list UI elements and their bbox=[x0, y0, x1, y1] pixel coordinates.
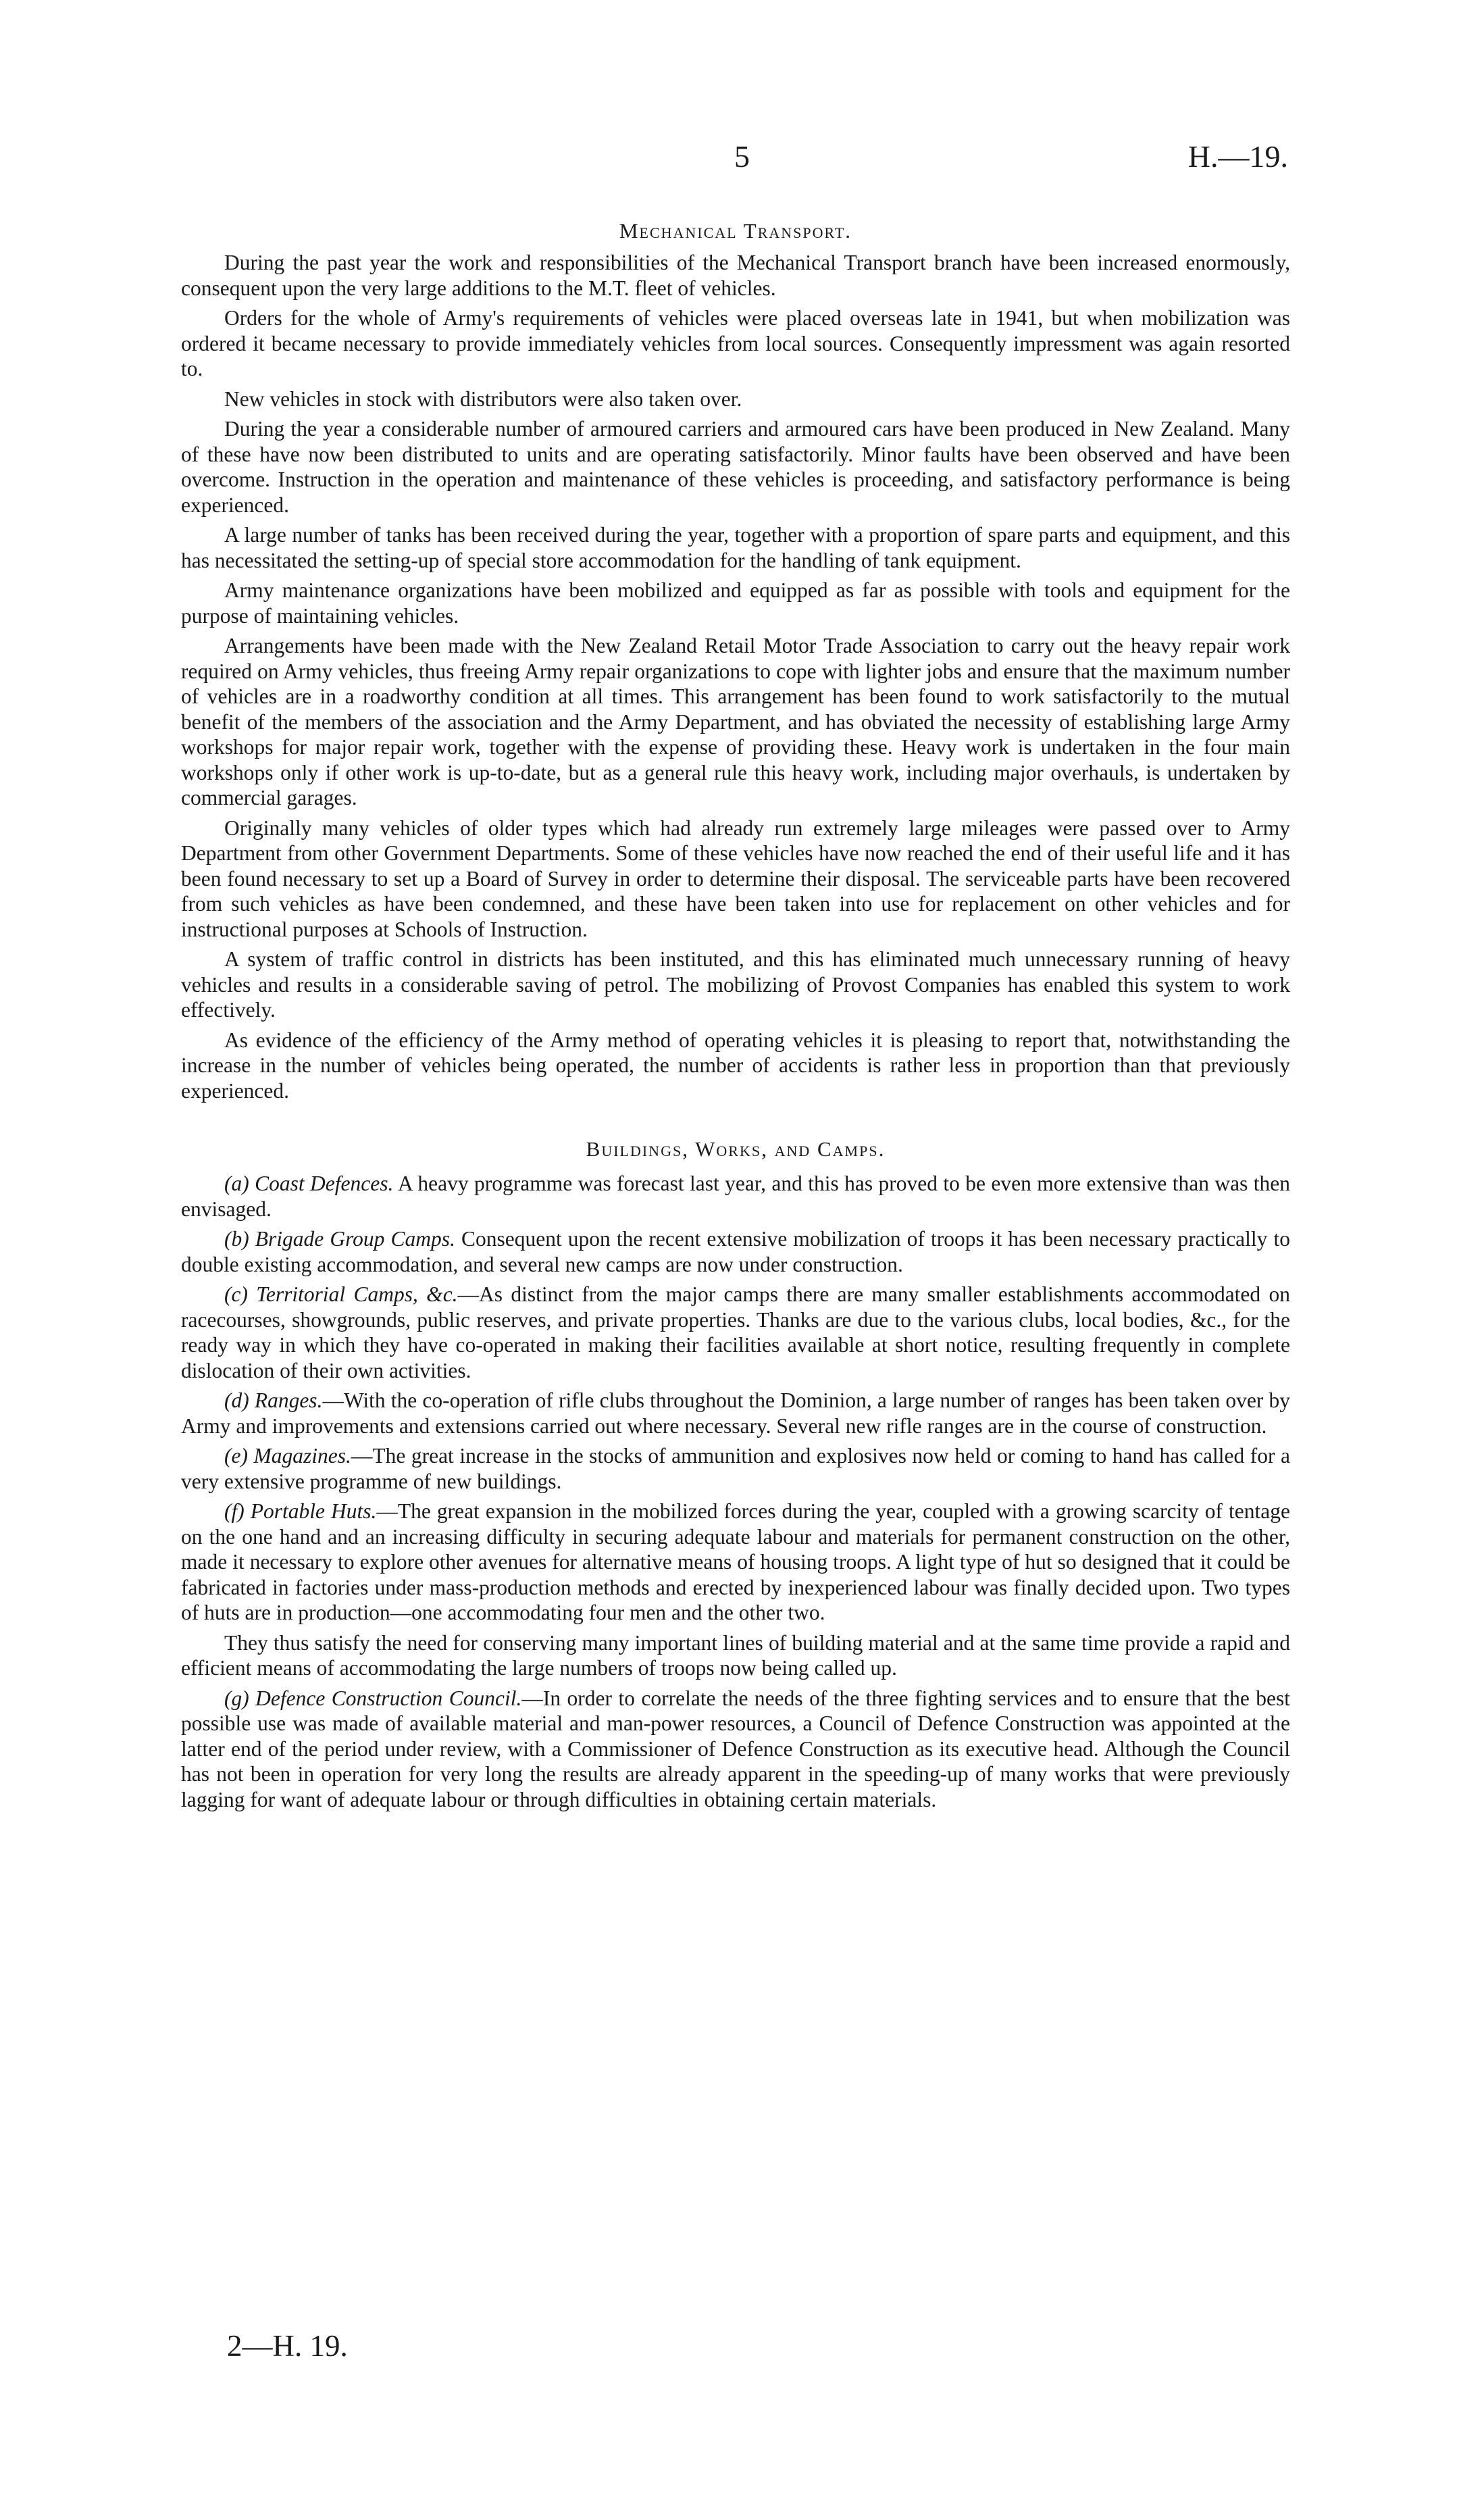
paragraph: As evidence of the efficiency of the Army method of operating vehicles it is pleasing to report that, notwithstanding the increase in the number of vehicles being operated, the number of accidents is rather less in proportion than that previously experienced. bbox=[181, 1028, 1290, 1103]
paragraph-defence-construction-council bbox=[181, 1686, 1290, 1813]
paragraph-text: —The great expansion in the mobilized forces during the year, coupled with a growing scarcity of tentage on the one hand and an increasing difficulty in securing adequate labour and materials for permanent construction on the other, made it necessary to explore other avenues for alternative means of housing troops. A light type of hut so designed that it could be fabricated in factories under mass-production methods and erected by inexperienced labour was finally decided upon. Two types of huts are in production—one accommodating four men and the other two. bbox=[181, 1499, 1290, 1624]
paragraph-text: —With the co-operation of rifle clubs throughout the Dominion, a large number of ranges has been taken over by Army and improvements and extensions carried out where necessary. Several new rifle ranges are in the course of construction. bbox=[181, 1388, 1291, 1438]
paragraph: Orders for the whole of Army's requirements of vehicles were placed overseas late in 1941, but when mobilization was ordered it became necessary to provide immediately vehicles from local sources. Consequently impressment was again resorted to. bbox=[181, 306, 1290, 380]
paragraph: A system of traffic control in districts has been instituted, and this has eliminated much unnecessary running of heavy vehicles and results in a considerable saving of petrol. The mobilizing of Provost Companies has enabled this system to work effectively. bbox=[181, 947, 1290, 1022]
paragraph-lead: (e) Magazines. bbox=[224, 1444, 351, 1468]
paragraph: A large number of tanks has been received during the year, together with a proportion of spare parts and equipment, and this has necessitated the setting-up of special store accommodation for the handling of tank equipment. bbox=[181, 523, 1290, 572]
mechanical-transport-body bbox=[181, 250, 1290, 1103]
page-content bbox=[181, 215, 1290, 1817]
buildings-body bbox=[181, 1171, 1290, 1812]
paragraph-lead: (c) Territorial Camps, &c. bbox=[224, 1282, 458, 1306]
paragraph-text: —The great increase in the stocks of ammunition and explosives now held or coming to hand has called for a very extensive programme of new buildings. bbox=[181, 1444, 1290, 1493]
paragraph: Originally many vehicles of older types which had already run extremely large mileages were passed over to Army Department from other Government Departments. Some of these vehicles have now reached the end of their useful life and it has been found necessary to set up a Board of Survey in order to determine their disposal. The serviceable parts have been recovered from such vehicles as have been condemned, and these have been taken into use for replacement on other vehicles and for instructional purposes at Schools of Instruction. bbox=[181, 816, 1290, 941]
paragraph: During the past year the work and responsibilities of the Mechanical Transport branch have been increased enormously, consequent upon the very large additions to the M.T. fleet of vehicles. bbox=[181, 251, 1290, 300]
paragraph-lead: (d) Ranges. bbox=[224, 1388, 323, 1412]
section-heading-buildings-works-camps: Buildings, Works, and Camps. bbox=[586, 1137, 886, 1161]
paragraph: New vehicles in stock with distributors were also taken over. bbox=[224, 386, 742, 411]
paragraph-lead: (f) Portable Huts. bbox=[224, 1499, 377, 1523]
paragraph: Arrangements have been made with the New Zealand Retail Motor Trade Association to carry out the heavy repair work required on Army vehicles, thus freeing Army repair organizations to cope with lighter jobs and ensure that the maximum number of vehicles are in a roadworthy condition at all times. This arrangement has been found to work satisfactorily to the mutual benefit of the members of the association and the Army Department, and has obviated the necessity of establishing large Army workshops for major repair work, together with the expense of providing these. Heavy work is undertaken in the four main workshops only if other work is up-to-date, but as a general rule this heavy work, including major overhauls, is undertaken by commercial garages. bbox=[181, 634, 1290, 809]
paragraph-lead: (b) Brigade Group Camps. bbox=[224, 1227, 455, 1251]
paragraph: Army maintenance organizations have been mobilized and equipped as far as possible with tools and equipment for the purpose of maintaining vehicles. bbox=[181, 578, 1290, 628]
paragraph: During the year a considerable number of armoured carriers and armoured cars have been produced in New Zealand. Many of these have now been distributed to units and are operating satisfactorily. Minor faults have been observed and have been overcome. Instruction in the operation and maintenance of these vehicles is proceeding, and satisfactory performance is being experienced. bbox=[181, 417, 1290, 517]
paragraph-lead: (a) Coast Defences. bbox=[224, 1172, 394, 1195]
document-code: H.—19. bbox=[1187, 139, 1288, 174]
paragraph-text: They thus satisfy the need for conserving many important lines of building material and at the same time provide a rapid and efficient means of accommodating the large numbers of troops now being called up. bbox=[181, 1630, 1290, 1680]
paragraph-magazines bbox=[181, 1443, 1290, 1494]
section-heading-mechanical-transport: Mechanical Transport. bbox=[619, 219, 852, 243]
paragraph-portable-huts bbox=[181, 1499, 1290, 1626]
paragraph-text: A heavy programme was forecast last year, and this has proved to be even more extensive than was then envisaged. bbox=[181, 1172, 1290, 1221]
paragraph-territorial-camps bbox=[181, 1282, 1290, 1383]
paragraph-ranges bbox=[181, 1388, 1290, 1438]
paragraph-text: —As distinct from the major camps there are many smaller establishments accommodated on racecourses, showgrounds, public reserves, and private properties. Thanks are due to the various clubs, local bodies, &c., for the ready way in which they have co-operated in making their facilities available at short notice, resulting frequently in complete dislocation of their own activities. bbox=[181, 1282, 1290, 1382]
footer-signature: 2—H. 19. bbox=[227, 2329, 348, 2363]
paragraph-lead: (g) Defence Construction Council. bbox=[224, 1686, 522, 1710]
paragraph-coast-defences bbox=[181, 1171, 1290, 1222]
paragraph-text: Consequent upon the recent extensive mobilization of troops it has been necessary practically to double existing accommodation, and several new camps are now under construction. bbox=[181, 1227, 1290, 1276]
page-number: 5 bbox=[734, 139, 750, 174]
paragraph-huts-continued bbox=[181, 1630, 1290, 1681]
paragraph-brigade-group-camps bbox=[181, 1226, 1290, 1277]
paragraph-text: —In order to correlate the needs of the three fighting services and to ensure that the best possible use was made of available material and man-power resources, a Council of Defence Construction was appointed at the latter end of the period under review, with a Commissioner of Defence Construction as its executive head. Although the Council has not been in operation for very long the results are already apparent in the speeding-up of many works that were previously lagging for want of adequate labour or through difficulties in obtaining certain materials. bbox=[181, 1686, 1290, 1811]
